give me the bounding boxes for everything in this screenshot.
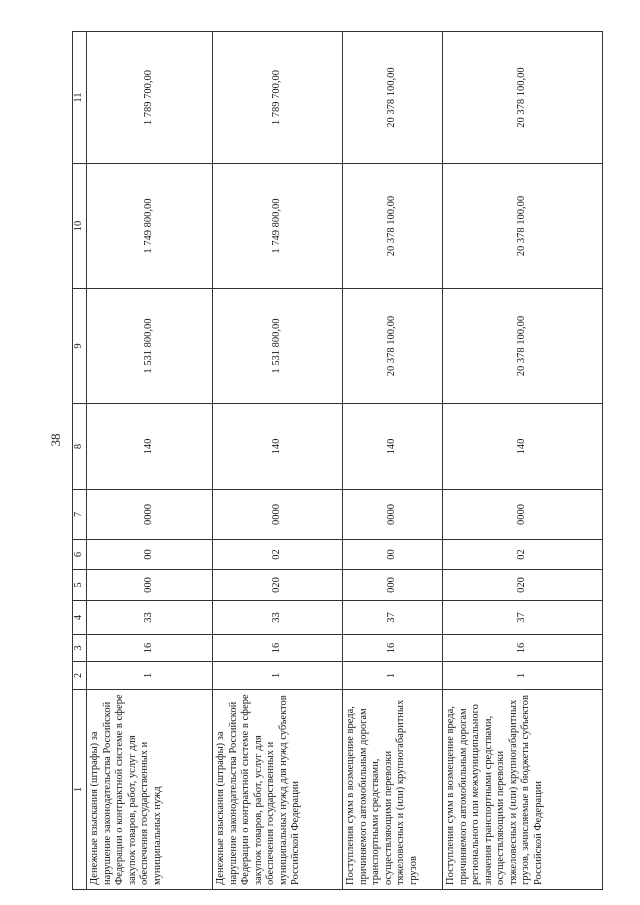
code-cell: 0000 — [343, 490, 443, 540]
code-cell: 0000 — [443, 490, 603, 540]
page-number: 38 — [48, 433, 63, 447]
header-cell: 5 — [73, 570, 87, 601]
code-cell: 140 — [343, 404, 443, 490]
header-cell: 10 — [73, 164, 87, 289]
code-cell: 000 — [87, 570, 213, 601]
code-cell: 16 — [443, 635, 603, 662]
code-cell: 140 — [443, 404, 603, 490]
code-cell: 16 — [343, 635, 443, 662]
table-row — [343, 32, 443, 890]
header-cell: 11 — [73, 32, 87, 164]
code-cell: 140 — [87, 404, 213, 490]
row-description: Денежные взыскания (штрафы) за нарушение законодательства Российской Федерации о контрактной системе в сфере закупок товаров, работ, услуг для обеспечения государственных и муниципальных нужд для нужд субъектов Российской Федерации — [213, 690, 343, 890]
code-cell: 16 — [87, 635, 213, 662]
amount-cell: 1 789 700,00 — [213, 32, 343, 164]
header-cell: 9 — [73, 289, 87, 404]
header-row — [73, 32, 87, 890]
row-description: Денежные взыскания (штрафы) за нарушение законодательства Российской Федерации о контрактной системе в сфере закупок товаров, работ, услуг для обеспечения государственных и муниципальных нужд — [87, 690, 213, 890]
budget-table-rotated — [72, 32, 602, 890]
code-cell: 1 — [213, 662, 343, 690]
code-cell: 1 — [343, 662, 443, 690]
amount-cell: 20 378 100,00 — [343, 32, 443, 164]
code-cell: 33 — [213, 601, 343, 635]
code-cell: 1 — [443, 662, 603, 690]
amount-cell: 1 749 800,00 — [213, 164, 343, 289]
header-cell: 3 — [73, 635, 87, 662]
row-description: Поступления сумм в возмещение вреда, причиняемого автомобильным дорогам регионального или межмуниципального значения транспортными средствами, осуществляющими перевозки тяжеловесных и (или) крупногабаритных грузов, зачисляемые в бюджеты субъектов Российской Федерации — [443, 690, 603, 890]
code-cell: 33 — [87, 601, 213, 635]
table-row — [443, 32, 603, 890]
header-cell: 4 — [73, 601, 87, 635]
code-cell: 37 — [443, 601, 603, 635]
code-cell: 02 — [443, 540, 603, 570]
code-cell: 37 — [343, 601, 443, 635]
budget-table — [72, 31, 603, 890]
amount-cell: 1 531 800,00 — [87, 289, 213, 404]
amount-cell: 1 749 800,00 — [87, 164, 213, 289]
budget-table-frame — [72, 32, 602, 890]
code-cell: 0000 — [213, 490, 343, 540]
code-cell: 140 — [213, 404, 343, 490]
code-cell: 0000 — [87, 490, 213, 540]
table-row — [87, 32, 213, 890]
header-cell: 7 — [73, 490, 87, 540]
row-description: Поступления сумм в возмещение вреда, причиняемого автомобильным дорогам транспортными средствами, осуществляющими перевозки тяжеловесных и (или) крупногабаритных грузов — [343, 690, 443, 890]
amount-cell: 20 378 100,00 — [343, 289, 443, 404]
code-cell: 1 — [87, 662, 213, 690]
header-cell: 2 — [73, 662, 87, 690]
table-row — [213, 32, 343, 890]
code-cell: 020 — [213, 570, 343, 601]
amount-cell: 20 378 100,00 — [443, 32, 603, 164]
code-cell: 000 — [343, 570, 443, 601]
code-cell: 00 — [343, 540, 443, 570]
amount-cell: 20 378 100,00 — [443, 289, 603, 404]
code-cell: 00 — [87, 540, 213, 570]
code-cell: 16 — [213, 635, 343, 662]
header-cell: 6 — [73, 540, 87, 570]
amount-cell: 1 531 800,00 — [213, 289, 343, 404]
header-cell: 8 — [73, 404, 87, 490]
amount-cell: 1 789 700,00 — [87, 32, 213, 164]
amount-cell: 20 378 100,00 — [343, 164, 443, 289]
header-cell: 1 — [73, 690, 87, 890]
amount-cell: 20 378 100,00 — [443, 164, 603, 289]
code-cell: 020 — [443, 570, 603, 601]
code-cell: 02 — [213, 540, 343, 570]
